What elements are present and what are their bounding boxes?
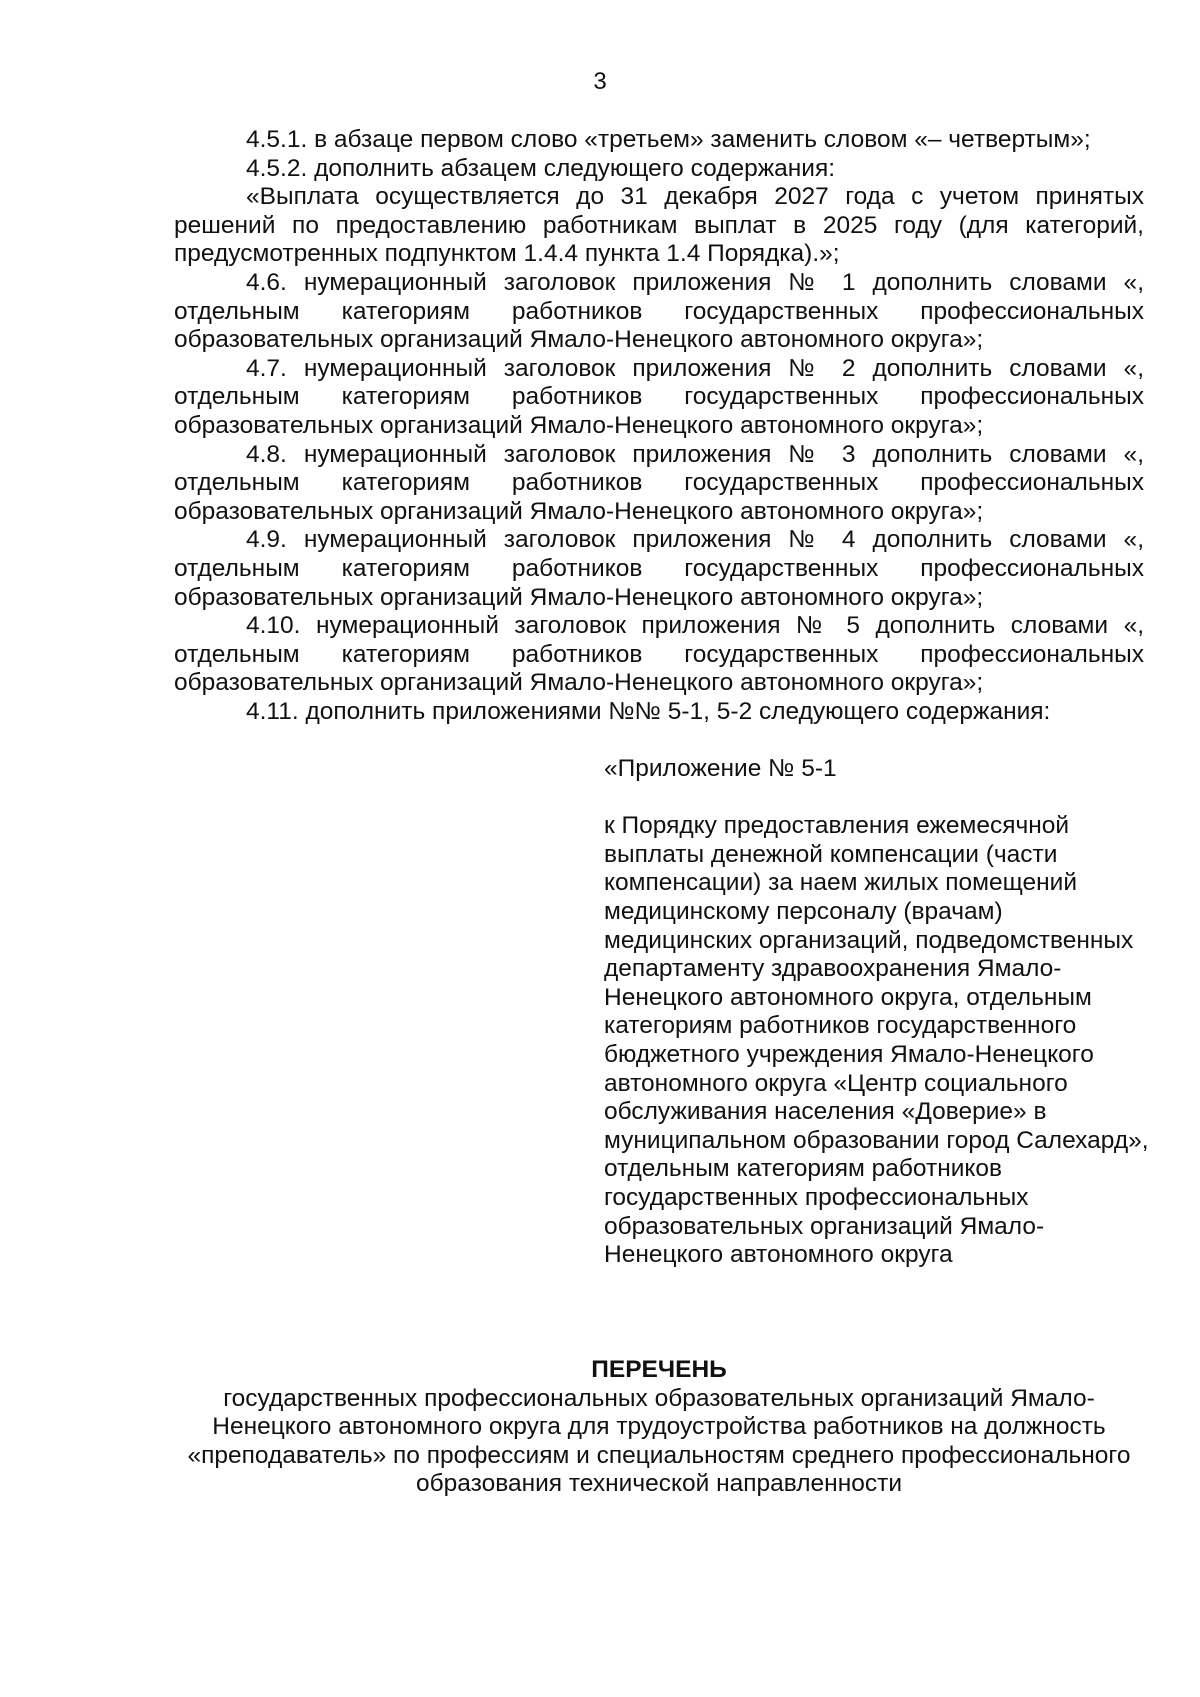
- amendment-text: [174, 126, 1144, 726]
- paragraph-4-5-1: 4.5.1. в абзаце первом слово «третьем» заменить словом «– четвертым»;: [246, 126, 1091, 153]
- paragraph-4-5-2: 4.5.2. дополнить абзацем следующего содержания:: [246, 154, 836, 182]
- paragraph-4-9: 4.9. нумерационный заголовок приложения № 4 дополнить словами «, отдельным категориям работников государственных профессиональных образовательных организаций Ямало-Ненецкого автономного округа»;: [174, 526, 1144, 611]
- quoted-paragraph: «Выплата осуществляется до 31 декабря 2027 года с учетом принятых решений по предоставлению работникам выплат в 2025 году (для категорий, предусмотренных подпунктом 1.4.4 пункта 1.4 Порядка).»;: [174, 183, 1144, 268]
- list-subtitle: государственных профессиональных образовательных организаций Ямало-Ненецкого автономного округа для трудоустройства работников на должность «преподаватель» по профессиям и специальностям среднего профессионального образования технической направленности: [187, 1384, 1131, 1498]
- list-title-block: [174, 1356, 1144, 1499]
- page-number: 3: [593, 68, 607, 95]
- appendix-reference: к Порядку предоставления ежемесячной выплаты денежной компенсации (части компенсации) за наем жилых помещений медицинскому персоналу (врачам) медицинских организаций, подведомственных департаменту здравоохранения Ямало-Ненецкого автономного округа, отдельным категориям работников государственного бюджетного учреждения Ямало-Ненецкого автономного округа «Центр социального обслуживания населения «Доверие» в муниципальном образовании город Салехард», отдельным категориям работников государственных профессиональных образовательных организаций Ямало-Ненецкого автономного округа: [604, 812, 1149, 1269]
- paragraph-4-8: 4.8. нумерационный заголовок приложения № 3 дополнить словами «, отдельным категориям работников государственных профессиональных образовательных организаций Ямало-Ненецкого автономного округа»;: [174, 440, 1144, 525]
- paragraph-4-10: 4.10. нумерационный заголовок приложения № 5 дополнить словами «, отдельным категориям работников государственных профессиональных образовательных организаций Ямало-Ненецкого автономного округа»;: [174, 612, 1144, 697]
- paragraph-4-7: 4.7. нумерационный заголовок приложения № 2 дополнить словами «, отдельным категориям работников государственных профессиональных образовательных организаций Ямало-Ненецкого автономного округа»;: [174, 354, 1144, 439]
- appendix-title: «Приложение № 5-1: [604, 755, 837, 782]
- paragraph-4-6: 4.6. нумерационный заголовок приложения № 1 дополнить словами «, отдельным категориям работников государственных профессиональных образовательных организаций Ямало-Ненецкого автономного округа»;: [174, 268, 1144, 354]
- list-heading: ПЕРЕЧЕНЬ: [591, 1356, 727, 1383]
- paragraph-4-11: 4.11. дополнить приложениями №№ 5-1, 5-2 следующего содержания:: [246, 697, 1051, 725]
- appendix-header: [604, 755, 1164, 1270]
